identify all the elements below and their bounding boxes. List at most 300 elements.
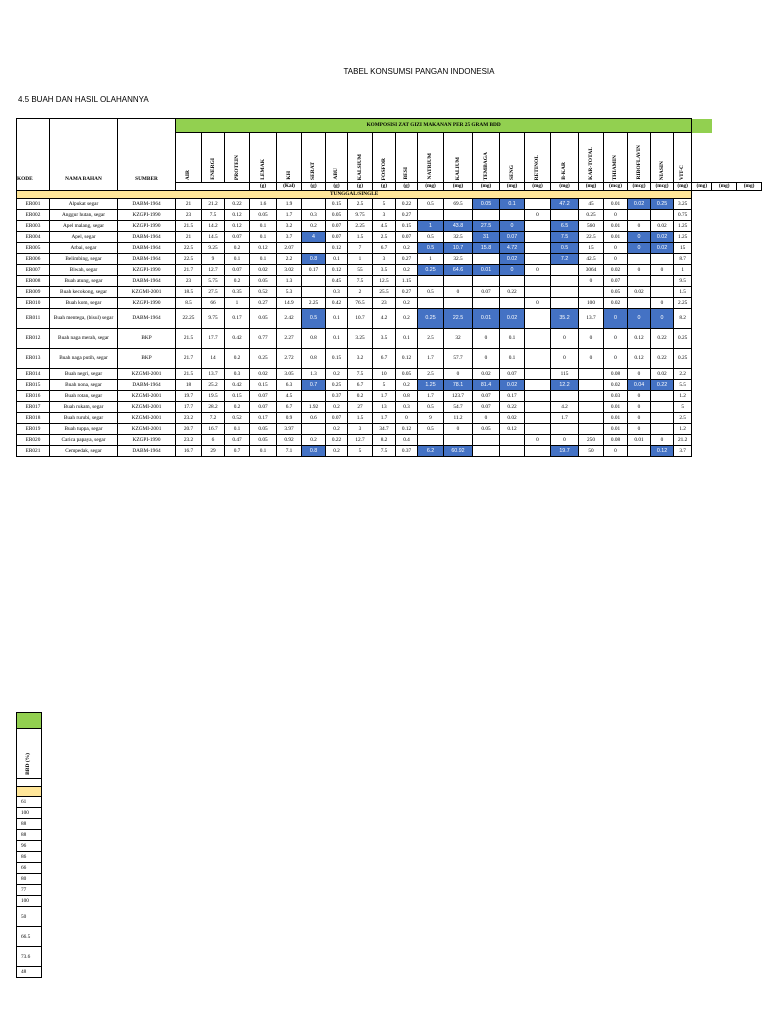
col-fosfor (373, 133, 396, 183)
bbd-table (16, 712, 42, 978)
value-cell: 0.42 (326, 298, 348, 309)
value-cell (525, 329, 551, 349)
value-cell: 0.02 (651, 221, 674, 232)
sumber-cell: KZGPI-1990 (118, 221, 176, 232)
value-cell: 35.2 (551, 309, 579, 329)
value-cell: 31 (473, 232, 500, 243)
value-cell: 0.02 (651, 232, 674, 243)
value-cell: 0.07 (473, 287, 500, 298)
nama-bahan-cell: Buah nona, segar (50, 380, 118, 391)
sumber-cell: DABM-1964 (118, 199, 176, 210)
value-cell: 9.25 (202, 243, 225, 254)
table-row (17, 199, 762, 210)
value-cell: 0 (551, 329, 579, 349)
value-cell: 0.52 (250, 287, 277, 298)
value-cell (651, 413, 674, 424)
unit-cell: (mg) (674, 183, 692, 191)
value-cell: 123.7 (444, 391, 473, 402)
value-cell: 0.2 (225, 243, 250, 254)
value-cell (525, 349, 551, 369)
nutrient-label: RETINOL (534, 154, 541, 180)
value-cell: 9.75 (202, 309, 225, 329)
value-cell: 0.3 (302, 210, 326, 221)
value-cell (525, 243, 551, 254)
value-cell: 1.2 (674, 424, 692, 435)
nutrient-label: THIAMIN (612, 154, 619, 180)
bbd-header (17, 729, 42, 779)
value-cell (628, 446, 651, 457)
value-cell: 0.02 (651, 369, 674, 380)
section-label-tunggal: TUNGGAL/SINGLE (17, 191, 692, 199)
value-cell: 29 (202, 446, 225, 457)
col-niasin (651, 133, 674, 183)
value-cell: 1 (418, 221, 444, 232)
value-cell: 4.5 (277, 391, 302, 402)
unit-cell: (g) (373, 183, 396, 191)
nama-bahan-cell: Buah mentega, (bisul) segar (50, 309, 118, 329)
unit-cell: (g) (302, 183, 326, 191)
value-cell: 22.5 (444, 309, 473, 329)
value-cell (651, 276, 674, 287)
value-cell: 0.5 (418, 424, 444, 435)
value-cell: 12.2 (551, 380, 579, 391)
nutrition-table (16, 118, 762, 457)
value-cell: 7.5 (348, 276, 373, 287)
value-cell (302, 391, 326, 402)
value-cell: 0.3 (396, 402, 418, 413)
nutrient-label: TEMBAGA (482, 151, 489, 180)
sumber-cell: KZGPI-1990 (118, 210, 176, 221)
value-cell (444, 210, 473, 221)
value-cell: 0.02 (500, 309, 525, 329)
unit-blank (176, 183, 250, 191)
value-cell (551, 210, 579, 221)
col-besi (396, 133, 418, 183)
value-cell: 0.12 (326, 243, 348, 254)
nama-bahan-cell: Apel, segar (50, 232, 118, 243)
nutrient-label: B-KAR (561, 162, 568, 180)
bbd-green-band (17, 713, 42, 729)
kode-cell: ER016 (17, 391, 50, 402)
value-cell (500, 276, 525, 287)
sumber-cell: KZGPI-1990 (118, 435, 176, 446)
value-cell: 3.2 (348, 349, 373, 369)
value-cell: 2.07 (277, 243, 302, 254)
value-cell: 0.25 (651, 199, 674, 210)
value-cell: 0.3 (225, 369, 250, 380)
value-cell: 0.45 (326, 276, 348, 287)
unit-cell: (g) (250, 183, 277, 191)
value-cell: 0.22 (225, 199, 250, 210)
value-cell: 0.07 (500, 232, 525, 243)
kode-cell: ER008 (17, 276, 50, 287)
value-cell: 12.7 (202, 265, 225, 276)
value-cell: 2.5 (373, 232, 396, 243)
value-cell: 0.5 (551, 243, 579, 254)
value-cell: 0.42 (225, 329, 250, 349)
kode-cell: ER006 (17, 254, 50, 265)
value-cell (525, 276, 551, 287)
nutrient-label: BESI (403, 167, 410, 180)
value-cell: 1.9 (277, 199, 302, 210)
col-air (176, 133, 202, 183)
value-cell: 0.92 (277, 435, 302, 446)
value-cell: 0 (651, 298, 674, 309)
value-cell: 8.2 (674, 309, 692, 329)
value-cell: 0.37 (326, 391, 348, 402)
value-cell: 0.12 (396, 424, 418, 435)
value-cell: 0.2 (396, 298, 418, 309)
value-cell: 16.7 (176, 446, 202, 457)
value-cell: 6.5 (551, 221, 579, 232)
value-cell (525, 446, 551, 457)
value-cell: 3.02 (277, 265, 302, 276)
value-cell: 21.5 (176, 329, 202, 349)
value-cell: 0.12 (628, 329, 651, 349)
unit-cell: (mcg) (628, 183, 651, 191)
value-cell: 0.2 (302, 221, 326, 232)
value-cell: 3.05 (277, 369, 302, 380)
value-cell: 0 (628, 243, 651, 254)
value-cell: 4 (302, 232, 326, 243)
value-cell (628, 210, 651, 221)
value-cell (473, 254, 500, 265)
value-cell: 0.22 (651, 380, 674, 391)
value-cell (551, 298, 579, 309)
value-cell: 1.25 (674, 232, 692, 243)
value-cell (473, 210, 500, 221)
value-cell: 0.37 (396, 446, 418, 457)
unit-cell: (mg) (551, 183, 579, 191)
kode-cell: ER003 (17, 221, 50, 232)
value-cell: 0.3 (326, 287, 348, 298)
unit-cell: (g) (348, 183, 373, 191)
value-cell: 5 (674, 402, 692, 413)
value-cell (302, 287, 326, 298)
value-cell: 0.47 (225, 435, 250, 446)
value-cell: 21.7 (176, 265, 202, 276)
unit-cell: (g) (396, 183, 418, 191)
value-cell (551, 424, 579, 435)
value-cell: 0.1 (250, 221, 277, 232)
sumber-cell: DABM-1964 (118, 254, 176, 265)
value-cell: 0 (604, 446, 628, 457)
bbd-value: 80 (17, 874, 42, 885)
value-cell: 0.05 (250, 210, 277, 221)
nama-bahan-cell: Anggur hutan, segar (50, 210, 118, 221)
value-cell: 0.12 (225, 210, 250, 221)
value-cell: 0.02 (628, 287, 651, 298)
unit-cell: (g) (326, 183, 348, 191)
value-cell (444, 435, 473, 446)
value-cell: 0 (525, 210, 551, 221)
value-cell: 0.5 (418, 243, 444, 254)
value-cell: 4.2 (551, 402, 579, 413)
value-cell: 0 (651, 309, 674, 329)
value-cell (473, 435, 500, 446)
value-cell: 22.5 (176, 254, 202, 265)
value-cell: 0.1 (250, 254, 277, 265)
nama-bahan-cell: Buah kom, segar (50, 298, 118, 309)
value-cell: 0.42 (225, 380, 250, 391)
value-cell: 0.12 (396, 349, 418, 369)
value-cell: 0.22 (500, 287, 525, 298)
value-cell: 19.7 (551, 446, 579, 457)
value-cell: 0 (525, 435, 551, 446)
value-cell: 0 (444, 369, 473, 380)
value-cell: 3 (348, 424, 373, 435)
table-row (17, 369, 762, 380)
value-cell: 0 (444, 287, 473, 298)
nutrient-label: PROTEIN (233, 154, 240, 180)
value-cell: 3 (373, 210, 396, 221)
bbd-value: 66 (17, 863, 42, 874)
bbd-value: 50 (17, 907, 42, 927)
group-header: KOMPOSISI ZAT GIZI MAKANAN PER 25 GRAM BDD (176, 119, 692, 133)
value-cell: 0.07 (250, 391, 277, 402)
value-cell: 34.7 (373, 424, 396, 435)
value-cell: 0.4 (396, 435, 418, 446)
value-cell: 3.2 (277, 221, 302, 232)
value-cell: 0.05 (250, 435, 277, 446)
sumber-cell: DABM-1964 (118, 380, 176, 391)
page-title: TABEL KONSUMSI PANGAN INDONESIA (343, 67, 495, 76)
value-cell: 5 (373, 199, 396, 210)
value-cell: 57.7 (444, 349, 473, 369)
value-cell: 14 (202, 349, 225, 369)
value-cell: 0.02 (473, 369, 500, 380)
value-cell: 1 (348, 254, 373, 265)
value-cell: 13 (373, 402, 396, 413)
value-cell: 0.1 (500, 199, 525, 210)
value-cell: 0 (651, 435, 674, 446)
nutrient-label: VIT-C (679, 164, 686, 180)
kode-cell: ER017 (17, 402, 50, 413)
value-cell: 0.07 (326, 232, 348, 243)
col-b-kar (551, 133, 579, 183)
value-cell: 0.2 (326, 402, 348, 413)
value-cell: 0.05 (396, 369, 418, 380)
value-cell: 7.2 (551, 254, 579, 265)
value-cell: 18.5 (176, 287, 202, 298)
value-cell (651, 424, 674, 435)
value-cell: 3 (373, 254, 396, 265)
value-cell: 0 (604, 309, 628, 329)
value-cell: 23.2 (176, 435, 202, 446)
value-cell: 1.7 (373, 413, 396, 424)
value-cell: 0.07 (473, 402, 500, 413)
value-cell: 5.5 (674, 380, 692, 391)
value-cell: 25.5 (373, 287, 396, 298)
value-cell: 0.2 (396, 243, 418, 254)
value-cell: 2.2 (674, 369, 692, 380)
value-cell: 0.7 (302, 380, 326, 391)
sumber-cell: KZGMI-2001 (118, 369, 176, 380)
value-cell (579, 402, 604, 413)
value-cell: 0 (473, 349, 500, 369)
table-row (17, 309, 762, 329)
col-kalsium (348, 133, 373, 183)
value-cell: 69.5 (444, 199, 473, 210)
value-cell: 0 (500, 221, 525, 232)
value-cell: 15 (674, 243, 692, 254)
value-cell: 5.3 (277, 287, 302, 298)
value-cell: 0.15 (396, 221, 418, 232)
value-cell (651, 402, 674, 413)
value-cell: 0 (579, 329, 604, 349)
value-cell: 13.7 (202, 369, 225, 380)
value-cell: 23 (373, 298, 396, 309)
value-cell: 0.5 (418, 402, 444, 413)
sumber-cell: KZGMI-2001 (118, 287, 176, 298)
value-cell: 8.5 (176, 298, 202, 309)
value-cell (302, 243, 326, 254)
value-cell: 250 (579, 435, 604, 446)
value-cell: 23 (176, 210, 202, 221)
col-kh (277, 133, 302, 183)
value-cell: 0.17 (302, 265, 326, 276)
nutrient-label: FOSFOR (380, 157, 387, 180)
value-cell: 14.5 (202, 232, 225, 243)
nama-bahan-cell: Buah rotan, segar (50, 391, 118, 402)
value-cell: 1.25 (674, 221, 692, 232)
value-cell: 0.01 (604, 424, 628, 435)
table-row (17, 329, 762, 349)
value-cell: 0 (551, 435, 579, 446)
value-cell: 17.7 (202, 329, 225, 349)
value-cell: 2.25 (674, 298, 692, 309)
value-cell: 0.25 (418, 309, 444, 329)
value-cell: 0 (628, 265, 651, 276)
value-cell: 2.5 (348, 199, 373, 210)
col-kar-total (579, 133, 604, 183)
col-lemak (250, 133, 277, 183)
value-cell: 0.02 (500, 413, 525, 424)
value-cell: 1.7 (551, 413, 579, 424)
value-cell: 22.5 (579, 232, 604, 243)
value-cell: 21.7 (176, 349, 202, 369)
value-cell: 0 (651, 265, 674, 276)
kode-cell: ER015 (17, 380, 50, 391)
value-cell: 0.77 (250, 329, 277, 349)
unit-cell: (mg) (737, 183, 762, 191)
kode-cell: ER009 (17, 287, 50, 298)
col-kode: KODE (17, 119, 50, 191)
value-cell: 8.2 (373, 435, 396, 446)
value-cell (302, 424, 326, 435)
value-cell: 7.1 (277, 446, 302, 457)
value-cell: 10.7 (348, 309, 373, 329)
value-cell: 0.05 (250, 424, 277, 435)
kode-cell: ER011 (17, 309, 50, 329)
col-energi (202, 133, 225, 183)
value-cell: 0 (525, 265, 551, 276)
value-cell: 0.1 (396, 329, 418, 349)
value-cell (418, 276, 444, 287)
value-cell: 1.5 (348, 232, 373, 243)
value-cell: 3.25 (348, 329, 373, 349)
value-cell (525, 221, 551, 232)
kode-cell: ER014 (17, 369, 50, 380)
value-cell: 0.22 (396, 199, 418, 210)
value-cell: 0 (604, 243, 628, 254)
value-cell (525, 287, 551, 298)
value-cell: 0 (628, 309, 651, 329)
value-cell (551, 287, 579, 298)
kode-cell: ER018 (17, 413, 50, 424)
nutrient-label: ABU (333, 168, 340, 180)
value-cell: 0.07 (500, 369, 525, 380)
table-row (17, 210, 762, 221)
value-cell: 0.1 (326, 309, 348, 329)
value-cell (525, 380, 551, 391)
value-cell: 1.3 (277, 276, 302, 287)
value-cell: 42.5 (579, 254, 604, 265)
value-cell: 0.17 (250, 413, 277, 424)
value-cell (473, 276, 500, 287)
value-cell: 0 (628, 221, 651, 232)
value-cell: 0.12 (326, 265, 348, 276)
bbd-value: 88 (17, 819, 42, 830)
sumber-cell: DABM-1964 (118, 243, 176, 254)
table-row (17, 446, 762, 457)
value-cell: 0.12 (651, 446, 674, 457)
value-cell: 21 (176, 199, 202, 210)
value-cell (473, 446, 500, 457)
value-cell (651, 287, 674, 298)
bbd-value: 48 (17, 967, 42, 978)
value-cell: 11.2 (444, 413, 473, 424)
value-cell: 0.07 (604, 276, 628, 287)
nutrient-label: SENG (508, 164, 515, 180)
kode-cell: ER010 (17, 298, 50, 309)
nutrient-label: SERAT (310, 161, 317, 180)
unit-cell: (mg) (525, 183, 551, 191)
value-cell: 2.2 (277, 254, 302, 265)
value-cell: 0 (628, 402, 651, 413)
value-cell: 0.01 (473, 309, 500, 329)
table-row (17, 232, 762, 243)
bbd-value: 96 (17, 841, 42, 852)
value-cell: 0.2 (326, 446, 348, 457)
value-cell (418, 435, 444, 446)
value-cell: 6.7 (348, 380, 373, 391)
value-cell: 27.5 (473, 221, 500, 232)
nutrient-label: ENERGI (209, 158, 216, 180)
table-row (17, 435, 762, 446)
value-cell: 4.2 (373, 309, 396, 329)
value-cell: 32 (444, 329, 473, 349)
value-cell: 0.22 (651, 329, 674, 349)
value-cell: 0 (628, 413, 651, 424)
value-cell: 0.02 (604, 298, 628, 309)
value-cell: 0.01 (604, 221, 628, 232)
table-row (17, 349, 762, 369)
sumber-cell: KZGMI-2001 (118, 402, 176, 413)
value-cell: 32.5 (444, 254, 473, 265)
value-cell: 0.2 (225, 349, 250, 369)
value-cell: 28.2 (202, 402, 225, 413)
unit-cell: (mg) (579, 183, 604, 191)
value-cell: 0.1 (250, 232, 277, 243)
value-cell: 0.8 (302, 254, 326, 265)
table-row (17, 287, 762, 298)
value-cell: 0.22 (326, 435, 348, 446)
col-vit-c (674, 133, 692, 183)
value-cell: 12.5 (373, 276, 396, 287)
value-cell: 18 (176, 380, 202, 391)
value-cell: 23 (176, 276, 202, 287)
